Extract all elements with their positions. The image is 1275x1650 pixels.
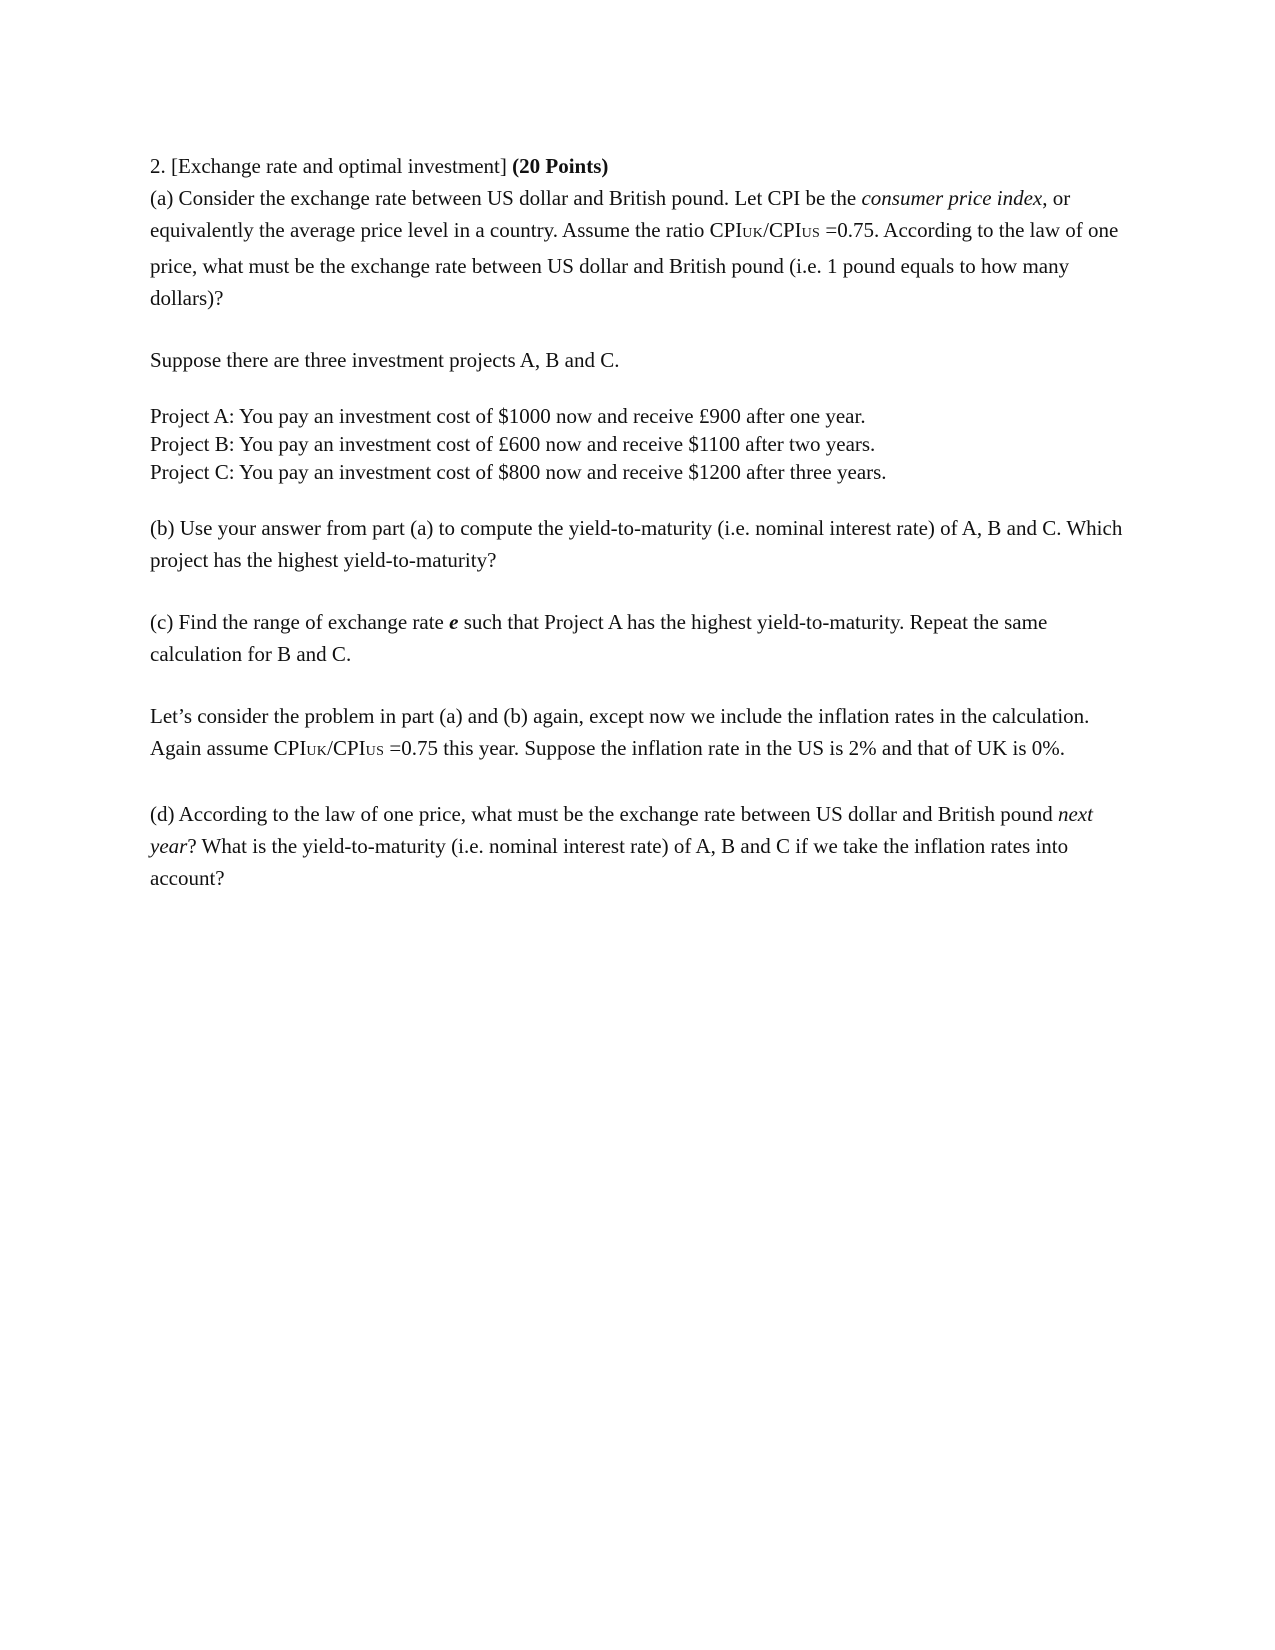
part-a-paragraph xyxy=(150,182,1140,314)
part-d-emphasis: next year xyxy=(150,802,1093,858)
part-b-paragraph: (b) Use your answer from part (a) to compute the yield-to-maturity (i.e. nominal interest rate) of A, B and C. Which project has the highest yield-to-maturity? xyxy=(150,516,1123,572)
inflation-intro-paragraph xyxy=(150,700,1140,768)
question-points: (20 Points) xyxy=(512,154,609,178)
part-d-text-1: (d) According to the law of one price, what must be the exchange rate between US dollar and British pound xyxy=(150,802,1058,826)
part-a-sub-us: US xyxy=(801,226,821,241)
part-c-variable: e xyxy=(449,610,459,634)
part-a-text-1: (a) Consider the exchange rate between US dollar and British pound. Let CPI be the xyxy=(150,186,862,210)
part-a-text-3: =0.75. According to the law of one price, what must be the exchange rate between US dollar and British pound (i.e. 1 pound equals to how many dollars)? xyxy=(150,218,1119,310)
part-c-text-1: (c) Find the range of exchange rate xyxy=(150,610,450,634)
document-page xyxy=(150,150,1140,894)
part-c-paragraph xyxy=(150,606,1140,670)
part-a-text-2: , or equivalently the average price level in a country. Assume the ratio CPI xyxy=(150,186,1071,242)
inflation-sub-uk: UK xyxy=(306,744,328,759)
project-c-line: Project C: You pay an investment cost of $800 now and receive $1200 after three years. xyxy=(150,460,887,484)
inflation-text-1: Let’s consider the problem in part (a) and (b) again, except now we include the inflation rates in the calculation. Again assume CPI xyxy=(150,704,1090,760)
project-a-line: Project A: You pay an investment cost of $1000 now and receive £900 after one year. xyxy=(150,404,866,428)
project-b-line: Project B: You pay an investment cost of £600 now and receive $1100 after two years. xyxy=(150,432,876,456)
projects-list xyxy=(150,402,1140,486)
part-d-text-2: ? What is the yield-to-maturity (i.e. nominal interest rate) of A, B and C if we take the inflation rates into account? xyxy=(150,834,1069,890)
question-title: 2. [Exchange rate and optimal investment] xyxy=(150,154,507,178)
part-d-paragraph xyxy=(150,798,1140,894)
projects-intro: Suppose there are three investment projects A, B and C. xyxy=(150,348,620,372)
part-a-term: consumer price index xyxy=(861,186,1043,210)
question-heading xyxy=(150,150,1140,182)
inflation-slash: /CPI xyxy=(327,736,366,760)
inflation-sub-us: US xyxy=(365,744,385,759)
part-a-sub-uk: UK xyxy=(742,226,764,241)
part-a-slash: /CPI xyxy=(763,218,802,242)
inflation-text-2: =0.75 this year. Suppose the inflation rate in the US is 2% and that of UK is 0%. xyxy=(384,736,1066,760)
part-c-text-2: such that Project A has the highest yield-to-maturity. Repeat the same calculation for B and C. xyxy=(150,610,1048,666)
